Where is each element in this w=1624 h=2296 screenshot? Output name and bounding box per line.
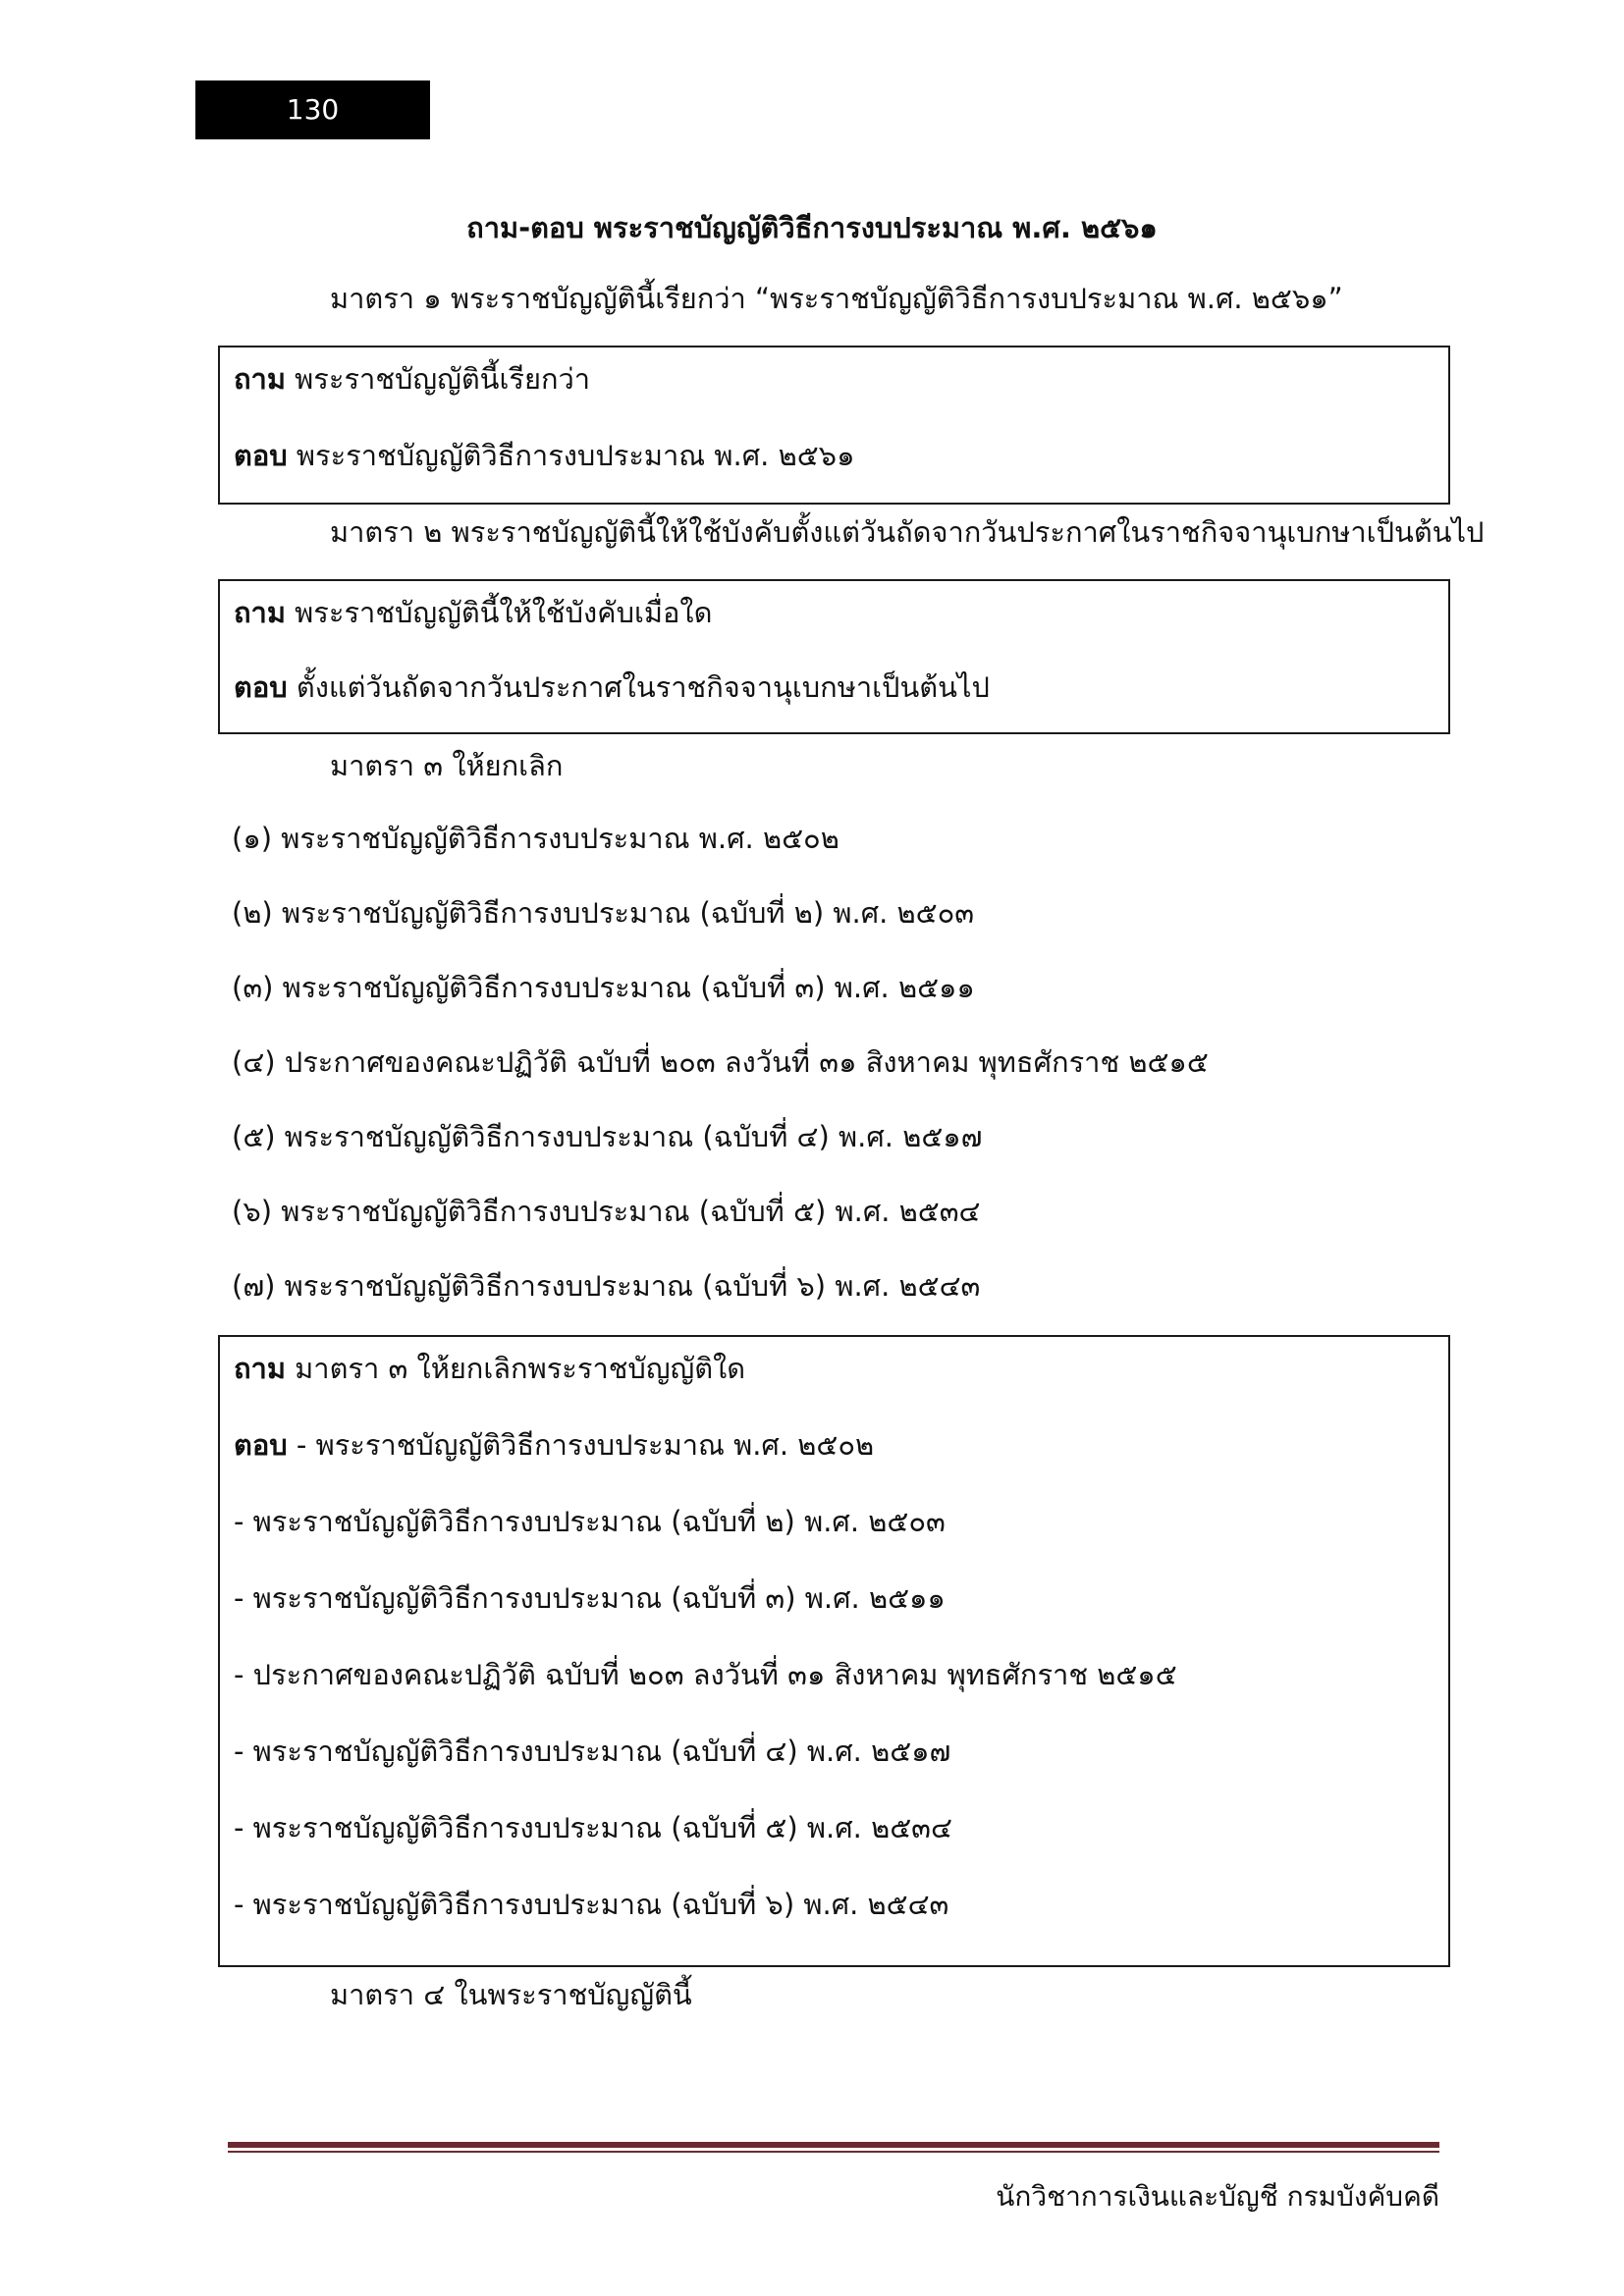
question-label: ถาม xyxy=(234,362,286,396)
question-label: ถาม xyxy=(234,596,286,629)
section-3-text: มาตรา ๓ ให้ยกเลิก xyxy=(330,749,564,782)
qa-1-question xyxy=(234,357,590,400)
repealed-item: (๗) พระราชบัญญัติวิธีการงบประมาณ (ฉบับที่ ๖) พ.ศ. ๒๕๔๓ xyxy=(232,1269,981,1303)
page-title: ถาม-ตอบ พระราชบัญญัติวิธีการงบประมาณ พ.ศ. ๒๕๖๑ xyxy=(466,211,1158,244)
answer-list-item: - ประกาศของคณะปฏิวัติ ฉบับที่ ๒๐๓ ลงวันที่ ๓๑ สิงหาคม พุทธศักราช ๒๕๑๕ xyxy=(234,1658,1177,1691)
section-4-text: มาตรา ๔ ในพระราชบัญญัตินี้ xyxy=(330,1978,692,2011)
answer-label: ตอบ xyxy=(234,439,288,472)
repealed-item: (๑) พระราชบัญญัติวิธีการงบประมาณ พ.ศ. ๒๕๐๒ xyxy=(232,822,839,855)
section-1-text: มาตรา ๑ พระราชบัญญัตินี้เรียกว่า “พระราชบัญญัติวิธีการงบประมาณ พ.ศ. ๒๕๖๑” xyxy=(330,282,1343,315)
answer-list-item: - พระราชบัญญัติวิธีการงบประมาณ (ฉบับที่ ๕) พ.ศ. ๒๕๓๔ xyxy=(234,1811,952,1844)
answer-list-item: - พระราชบัญญัติวิธีการงบประมาณ (ฉบับที่ ๒) พ.ศ. ๒๕๐๓ xyxy=(234,1505,946,1538)
repealed-item: (๔) ประกาศของคณะปฏิวัติ ฉบับที่ ๒๐๓ ลงวันที่ ๓๑ สิงหาคม พุทธศักราช ๒๕๑๕ xyxy=(232,1045,1209,1079)
question-text: พระราชบัญญัตินี้เรียกว่า xyxy=(285,362,591,396)
qa-2-question xyxy=(234,591,712,634)
qa-box-3 xyxy=(218,1335,1450,1967)
qa-box-2 xyxy=(218,579,1450,734)
question-text: พระราชบัญญัตินี้ให้ใช้บังคับเมื่อใด xyxy=(285,596,713,629)
answer-text: พระราชบัญญัติวิธีการงบประมาณ พ.ศ. ๒๕๖๑ xyxy=(287,439,855,472)
footer-text: นักวิชาการเงินและบัญชี กรมบังคับคดี xyxy=(996,2180,1439,2213)
answer-label: ตอบ xyxy=(234,1428,288,1462)
answer-text: - พระราชบัญญัติวิธีการงบประมาณ พ.ศ. ๒๕๐๒ xyxy=(287,1428,875,1462)
repealed-item: (๕) พระราชบัญญัติวิธีการงบประมาณ (ฉบับที่ ๔) พ.ศ. ๒๕๑๗ xyxy=(232,1120,983,1153)
page-number: 130 xyxy=(195,80,430,139)
answer-label: ตอบ xyxy=(234,670,288,704)
repealed-item: (๓) พระราชบัญญัติวิธีการงบประมาณ (ฉบับที่ ๓) พ.ศ. ๒๕๑๑ xyxy=(232,971,975,1004)
answer-list-item: - พระราชบัญญัติวิธีการงบประมาณ (ฉบับที่ ๖) พ.ศ. ๒๕๔๓ xyxy=(234,1888,949,1921)
question-label: ถาม xyxy=(234,1352,286,1385)
qa-3-question xyxy=(234,1347,745,1390)
qa-3-answer xyxy=(234,1423,874,1467)
repealed-item: (๖) พระราชบัญญัติวิธีการงบประมาณ (ฉบับที่ ๕) พ.ศ. ๒๕๓๔ xyxy=(232,1195,981,1228)
qa-1-answer xyxy=(234,434,854,477)
qa-box-1 xyxy=(218,346,1450,505)
answer-list-item: - พระราชบัญญัติวิธีการงบประมาณ (ฉบับที่ ๔) พ.ศ. ๒๕๑๗ xyxy=(234,1735,951,1768)
question-text: มาตรา ๓ ให้ยกเลิกพระราชบัญญัติใด xyxy=(285,1352,746,1385)
footer-divider xyxy=(228,2142,1439,2148)
section-2-text: มาตรา ๒ พระราชบัญญัตินี้ให้ใช้บังคับตั้งแต่วันถัดจากวันประกาศในราชกิจจานุเบกษาเป็นต้นไป xyxy=(330,515,1485,549)
qa-2-answer xyxy=(234,666,990,709)
answer-list-item: - พระราชบัญญัติวิธีการงบประมาณ (ฉบับที่ ๓) พ.ศ. ๒๕๑๑ xyxy=(234,1581,946,1615)
answer-text: ตั้งแต่วันถัดจากวันประกาศในราชกิจจานุเบกษาเป็นต้นไป xyxy=(287,670,990,704)
repealed-item: (๒) พระราชบัญญัติวิธีการงบประมาณ (ฉบับที่ ๒) พ.ศ. ๒๕๐๓ xyxy=(232,896,975,930)
footer-divider-thin xyxy=(228,2151,1439,2153)
